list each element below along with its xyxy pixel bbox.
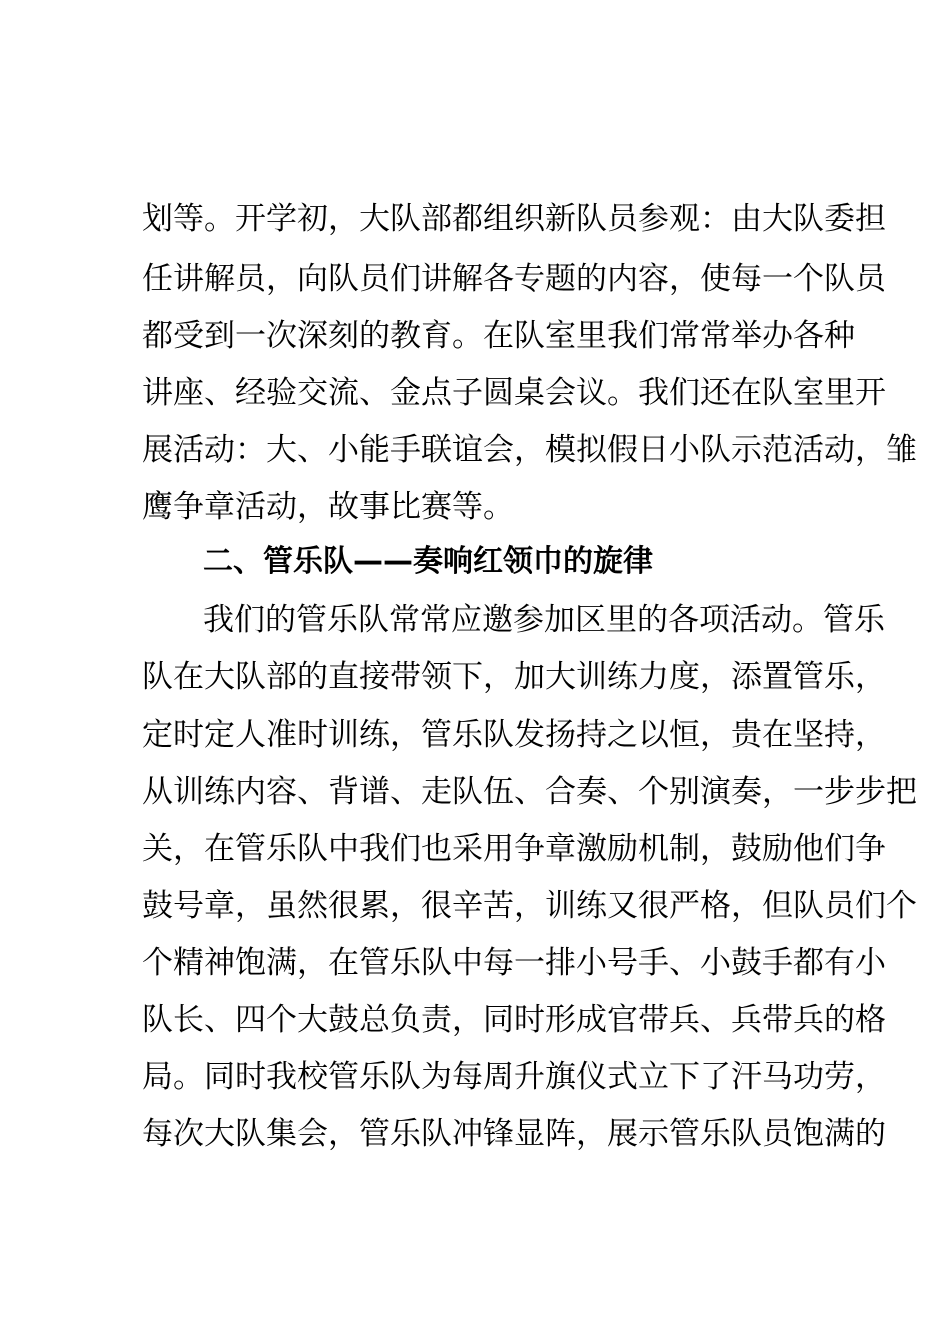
paragraph-1-line-5: 展活动：大、小能手联谊会，模拟假日小队示范活动，雏	[142, 432, 917, 468]
paragraph-1-line-2: 任讲解员，向队员们讲解各专题的内容，使每一个队员	[142, 261, 886, 297]
paragraph-1-line-4: 讲座、经验交流、金点子圆桌会议。我们还在队室里开	[142, 375, 886, 411]
paragraph-2-line-7: 个精神饱满，在管乐队中每一排小号手、小鼓手都有小	[142, 945, 886, 981]
paragraph-2-line-10: 每次大队集会，管乐队冲锋显阵，展示管乐队员饱满的	[142, 1116, 886, 1152]
paragraph-2-line-4: 从训练内容、背谱、走队伍、合奏、个别演奏，一步步把	[142, 774, 917, 810]
paragraph-2-line-3: 定时定人准时训练，管乐队发扬持之以恒，贵在坚持，	[142, 717, 886, 753]
paragraph-2-line-2: 队在大队部的直接带领下，加大训练力度，添置管乐，	[142, 659, 886, 695]
paragraph-2-line-9: 局。同时我校管乐队为每周升旗仪式立下了汗马功劳，	[142, 1059, 886, 1095]
paragraph-2-line-5: 关，在管乐队中我们也采用争章激励机制，鼓励他们争	[142, 831, 886, 867]
paragraph-2-line-6: 鼓号章，虽然很累，很辛苦，训练又很严格，但队员们个	[142, 888, 917, 924]
paragraph-2-line-1: 我们的管乐队常常应邀参加区里的各项活动。管乐	[203, 602, 885, 638]
paragraph-1-line-6: 鹰争章活动，故事比赛等。	[142, 489, 514, 525]
paragraph-1-line-1: 划等。开学初，大队部都组织新队员参观：由大队委担	[142, 201, 886, 237]
paragraph-2-line-8: 队长、四个大鼓总负责，同时形成官带兵、兵带兵的格	[142, 1002, 886, 1038]
section-heading: 二、管乐队——奏响红领巾的旋律	[203, 544, 653, 579]
paragraph-1-line-3: 都受到一次深刻的教育。在队室里我们常常举办各种	[142, 318, 855, 354]
